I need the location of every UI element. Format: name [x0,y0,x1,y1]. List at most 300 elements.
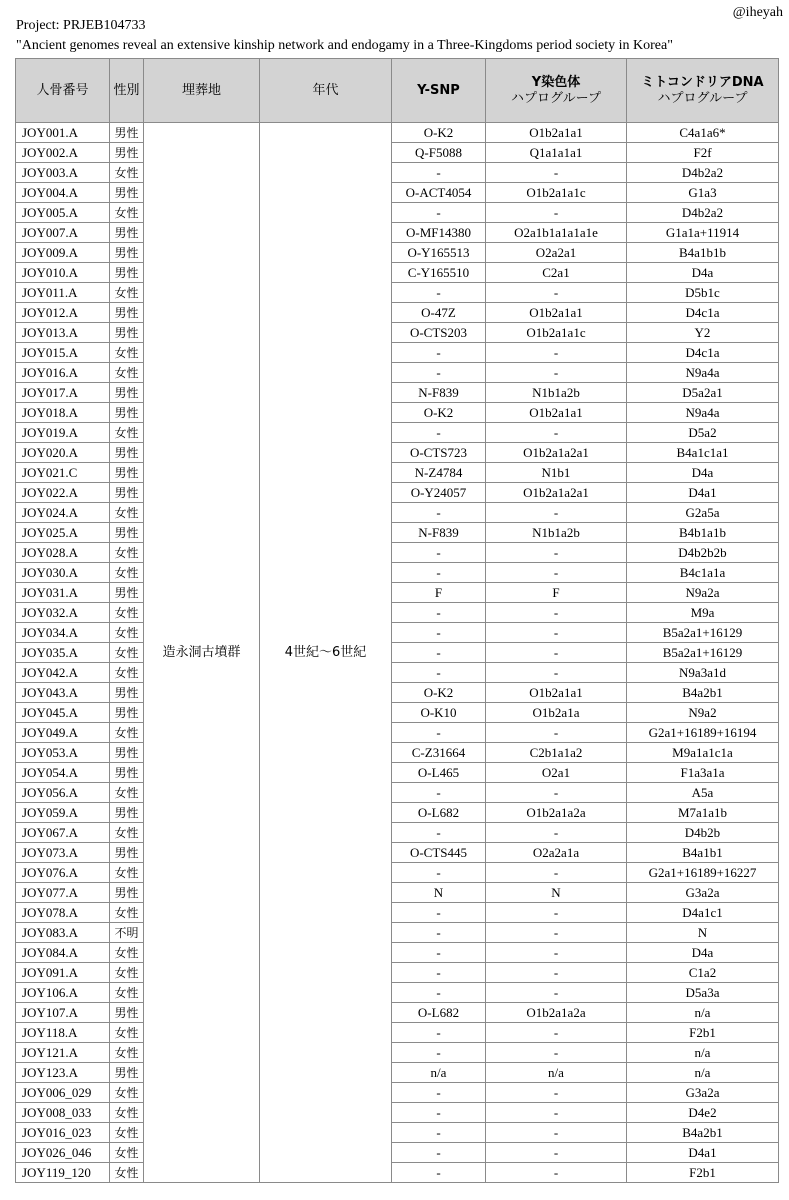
cell-y-haplogroup: - [486,723,627,743]
cell-specimen-id: JOY025.A [16,523,110,543]
cell-mt-haplogroup: N9a3a1d [627,663,779,683]
cell-sex: 女性 [110,563,144,583]
cell-y-haplogroup: O1b2a1a1 [486,303,627,323]
cell-specimen-id: JOY005.A [16,203,110,223]
cell-y-snp: N-Z4784 [392,463,486,483]
cell-y-snp: - [392,1083,486,1103]
cell-burial-site: 造永洞古墳群 [144,123,260,1183]
cell-specimen-id: JOY016.A [16,363,110,383]
cell-sex: 女性 [110,423,144,443]
cell-y-snp: C-Y165510 [392,263,486,283]
table-row [16,703,779,723]
table-row [16,1043,779,1063]
cell-specimen-id: JOY053.A [16,743,110,763]
cell-specimen-id: JOY010.A [16,263,110,283]
cell-mt-haplogroup: D4a [627,463,779,483]
cell-mt-haplogroup: Y2 [627,323,779,343]
cell-specimen-id: JOY009.A [16,243,110,263]
cell-specimen-id: JOY118.A [16,1023,110,1043]
cell-y-haplogroup: O1b2a1a1c [486,323,627,343]
cell-y-haplogroup: - [486,423,627,443]
table-row [16,843,779,863]
cell-mt-haplogroup: n/a [627,1043,779,1063]
cell-y-haplogroup: O1b2a1a1 [486,683,627,703]
cell-mt-haplogroup: B4a2b1 [627,1123,779,1143]
table-row [16,203,779,223]
cell-sex: 男性 [110,743,144,763]
table-body [16,123,779,1183]
cell-y-snp: O-L465 [392,763,486,783]
cell-mt-haplogroup: D4a [627,263,779,283]
table-row [16,143,779,163]
cell-sex: 女性 [110,1143,144,1163]
cell-sex: 男性 [110,223,144,243]
cell-y-haplogroup: - [486,823,627,843]
cell-specimen-id: JOY024.A [16,503,110,523]
cell-y-haplogroup: N1b1 [486,463,627,483]
cell-y-haplogroup: - [486,1143,627,1163]
table-row [16,183,779,203]
cell-specimen-id: JOY030.A [16,563,110,583]
header-sex: 性別 [110,59,144,123]
table-row [16,943,779,963]
cell-mt-haplogroup: N9a4a [627,363,779,383]
cell-sex: 男性 [110,1003,144,1023]
cell-y-snp: - [392,203,486,223]
table-row [16,863,779,883]
cell-sex: 男性 [110,123,144,143]
cell-specimen-id: JOY006_029 [16,1083,110,1103]
cell-sex: 女性 [110,543,144,563]
paper-title: "Ancient genomes reveal an extensive kinship network and endogamy in a Three-Kingdoms period society in Korea" [16,38,673,53]
table-row [16,223,779,243]
cell-mt-haplogroup: G2a1+16189+16194 [627,723,779,743]
cell-sex: 女性 [110,603,144,623]
cell-specimen-id: JOY017.A [16,383,110,403]
cell-mt-haplogroup: D5a3a [627,983,779,1003]
cell-y-snp: N-F839 [392,523,486,543]
cell-y-snp: n/a [392,1063,486,1083]
table-row [16,1143,779,1163]
cell-sex: 女性 [110,723,144,743]
cell-specimen-id: JOY001.A [16,123,110,143]
cell-mt-haplogroup: B4a2b1 [627,683,779,703]
cell-y-haplogroup: O1b2a1a1c [486,183,627,203]
cell-y-snp: O-K2 [392,403,486,423]
cell-mt-haplogroup: D4a1 [627,1143,779,1163]
cell-specimen-id: JOY091.A [16,963,110,983]
cell-mt-haplogroup: D5a2 [627,423,779,443]
cell-y-haplogroup: - [486,943,627,963]
cell-y-snp: F [392,583,486,603]
cell-mt-haplogroup: D4a1c1 [627,903,779,923]
cell-mt-haplogroup: G2a1+16189+16227 [627,863,779,883]
cell-specimen-id: JOY003.A [16,163,110,183]
cell-mt-haplogroup: N9a4a [627,403,779,423]
table-row [16,363,779,383]
cell-y-snp: O-CTS203 [392,323,486,343]
cell-y-haplogroup: - [486,1163,627,1183]
cell-specimen-id: JOY034.A [16,623,110,643]
cell-specimen-id: JOY026_046 [16,1143,110,1163]
cell-y-snp: - [392,1043,486,1063]
cell-mt-haplogroup: n/a [627,1003,779,1023]
cell-mt-haplogroup: n/a [627,1063,779,1083]
cell-sex: 男性 [110,1063,144,1083]
table-row [16,503,779,523]
cell-y-snp: - [392,343,486,363]
cell-sex: 女性 [110,983,144,1003]
cell-specimen-id: JOY073.A [16,843,110,863]
table-row [16,823,779,843]
cell-sex: 女性 [110,1043,144,1063]
cell-y-snp: - [392,503,486,523]
table-row [16,723,779,743]
cell-y-snp: C-Z31664 [392,743,486,763]
cell-y-haplogroup: - [486,543,627,563]
cell-mt-haplogroup: F2b1 [627,1163,779,1183]
cell-y-snp: O-K10 [392,703,486,723]
cell-y-haplogroup: - [486,663,627,683]
cell-sex: 男性 [110,143,144,163]
cell-sex: 女性 [110,823,144,843]
cell-y-haplogroup: - [486,963,627,983]
cell-specimen-id: JOY119_120 [16,1163,110,1183]
header-mt-haplogroup-line2: ハプログループ [657,90,748,106]
header-y-haplogroup-line2: ハプログループ [511,90,601,106]
cell-specimen-id: JOY045.A [16,703,110,723]
cell-y-haplogroup: - [486,163,627,183]
header-ysnp: Y-SNP [392,59,486,123]
cell-sex: 女性 [110,1023,144,1043]
table-row [16,1083,779,1103]
cell-mt-haplogroup: A5a [627,783,779,803]
cell-mt-haplogroup: D4b2a2 [627,163,779,183]
cell-sex: 男性 [110,803,144,823]
cell-sex: 男性 [110,443,144,463]
table-row [16,163,779,183]
project-id: Project: PRJEB104733 [16,18,146,33]
cell-y-haplogroup: - [486,643,627,663]
cell-era: 4世紀〜6世紀 [260,123,392,1183]
cell-sex: 女性 [110,1123,144,1143]
cell-y-haplogroup: O1b2a1a [486,703,627,723]
cell-y-haplogroup: O2a2a1 [486,243,627,263]
cell-sex: 男性 [110,523,144,543]
cell-sex: 女性 [110,1103,144,1123]
cell-y-haplogroup: - [486,1023,627,1043]
cell-specimen-id: JOY002.A [16,143,110,163]
cell-y-haplogroup: - [486,283,627,303]
cell-specimen-id: JOY049.A [16,723,110,743]
cell-y-snp: - [392,723,486,743]
cell-specimen-id: JOY107.A [16,1003,110,1023]
cell-mt-haplogroup: D4a1 [627,483,779,503]
cell-y-haplogroup: O1b2a1a1 [486,403,627,423]
cell-sex: 女性 [110,343,144,363]
cell-specimen-id: JOY043.A [16,683,110,703]
table-row [16,923,779,943]
cell-sex: 女性 [110,283,144,303]
table-row [16,463,779,483]
cell-sex: 不明 [110,923,144,943]
cell-y-snp: N [392,883,486,903]
cell-sex: 男性 [110,843,144,863]
cell-mt-haplogroup: B4a1c1a1 [627,443,779,463]
cell-sex: 女性 [110,663,144,683]
cell-sex: 男性 [110,243,144,263]
cell-mt-haplogroup: D4c1a [627,303,779,323]
cell-specimen-id: JOY018.A [16,403,110,423]
cell-y-snp: - [392,603,486,623]
table-row [16,683,779,703]
table-row [16,1003,779,1023]
cell-y-haplogroup: - [486,623,627,643]
table-row [16,543,779,563]
cell-mt-haplogroup: F2f [627,143,779,163]
cell-specimen-id: JOY067.A [16,823,110,843]
cell-sex: 男性 [110,583,144,603]
cell-specimen-id: JOY022.A [16,483,110,503]
cell-y-snp: O-CTS723 [392,443,486,463]
cell-mt-haplogroup: F2b1 [627,1023,779,1043]
cell-mt-haplogroup: F1a3a1a [627,763,779,783]
cell-specimen-id: JOY083.A [16,923,110,943]
cell-sex: 男性 [110,383,144,403]
table-row [16,643,779,663]
table-row [16,1063,779,1083]
cell-sex: 女性 [110,643,144,663]
cell-sex: 男性 [110,683,144,703]
cell-y-snp: O-L682 [392,1003,486,1023]
header-y-haplogroup [486,59,627,123]
cell-sex: 女性 [110,203,144,223]
cell-mt-haplogroup: M9a [627,603,779,623]
cell-mt-haplogroup: N [627,923,779,943]
cell-mt-haplogroup: N9a2 [627,703,779,723]
cell-y-snp: - [392,1163,486,1183]
table-row [16,343,779,363]
cell-y-haplogroup: - [486,563,627,583]
cell-sex: 女性 [110,783,144,803]
cell-specimen-id: JOY035.A [16,643,110,663]
cell-y-haplogroup: - [486,503,627,523]
cell-mt-haplogroup: C1a2 [627,963,779,983]
cell-specimen-id: JOY019.A [16,423,110,443]
cell-y-snp: - [392,543,486,563]
cell-y-haplogroup: - [486,1123,627,1143]
cell-y-haplogroup: - [486,863,627,883]
cell-y-haplogroup: O2a2a1a [486,843,627,863]
header-mt-haplogroup-line1: ミトコンドリアDNA [641,74,764,90]
cell-mt-haplogroup: B5a2a1+16129 [627,623,779,643]
cell-y-haplogroup: N1b1a2b [486,523,627,543]
header-id: 人骨番号 [16,59,110,123]
table-header [16,59,779,123]
cell-sex: 男性 [110,403,144,423]
cell-y-haplogroup: F [486,583,627,603]
cell-y-haplogroup: O1b2a1a1 [486,123,627,143]
cell-y-snp: O-ACT4054 [392,183,486,203]
cell-y-haplogroup: O1b2a1a2a1 [486,483,627,503]
cell-mt-haplogroup: N9a2a [627,583,779,603]
cell-y-haplogroup: N [486,883,627,903]
cell-sex: 女性 [110,863,144,883]
table-row [16,623,779,643]
cell-y-snp: O-Y165513 [392,243,486,263]
cell-sex: 女性 [110,363,144,383]
cell-sex: 男性 [110,463,144,483]
cell-y-snp: O-K2 [392,683,486,703]
cell-mt-haplogroup: D4e2 [627,1103,779,1123]
cell-specimen-id: JOY121.A [16,1043,110,1063]
cell-sex: 女性 [110,503,144,523]
table-row [16,883,779,903]
cell-mt-haplogroup: D4b2a2 [627,203,779,223]
cell-y-haplogroup: O1b2a1a2a [486,803,627,823]
cell-y-snp: - [392,423,486,443]
cell-y-snp: - [392,663,486,683]
table-row [16,563,779,583]
cell-y-haplogroup: - [486,923,627,943]
cell-sex: 男性 [110,703,144,723]
cell-y-snp: - [392,283,486,303]
cell-specimen-id: JOY123.A [16,1063,110,1083]
cell-y-haplogroup: - [486,783,627,803]
cell-specimen-id: JOY021.C [16,463,110,483]
table-row [16,263,779,283]
cell-sex: 男性 [110,323,144,343]
cell-y-haplogroup: O2a1 [486,763,627,783]
cell-mt-haplogroup: D5b1c [627,283,779,303]
cell-specimen-id: JOY076.A [16,863,110,883]
cell-specimen-id: JOY031.A [16,583,110,603]
cell-mt-haplogroup: B5a2a1+16129 [627,643,779,663]
cell-specimen-id: JOY020.A [16,443,110,463]
table-row [16,123,779,143]
table-row [16,283,779,303]
table-row [16,1023,779,1043]
cell-mt-haplogroup: D4b2b2b [627,543,779,563]
table-row [16,803,779,823]
cell-mt-haplogroup: B4c1a1a [627,563,779,583]
cell-y-snp: - [392,363,486,383]
cell-specimen-id: JOY084.A [16,943,110,963]
cell-y-snp: - [392,1023,486,1043]
table-row [16,1103,779,1123]
cell-y-snp: - [392,563,486,583]
cell-mt-haplogroup: C4a1a6* [627,123,779,143]
cell-y-snp: - [392,783,486,803]
table-row [16,783,779,803]
cell-sex: 男性 [110,183,144,203]
cell-y-snp: - [392,1103,486,1123]
cell-sex: 女性 [110,943,144,963]
cell-mt-haplogroup: G2a5a [627,503,779,523]
cell-mt-haplogroup: B4a1b1 [627,843,779,863]
table-row [16,523,779,543]
cell-mt-haplogroup: G1a1a+11914 [627,223,779,243]
cell-y-snp: - [392,943,486,963]
table-row [16,763,779,783]
cell-y-haplogroup: C2a1 [486,263,627,283]
cell-specimen-id: JOY056.A [16,783,110,803]
cell-mt-haplogroup: M7a1a1b [627,803,779,823]
cell-y-haplogroup: O2a1b1a1a1a1e [486,223,627,243]
cell-y-haplogroup: - [486,603,627,623]
header-era: 年代 [260,59,392,123]
cell-y-snp: N-F839 [392,383,486,403]
cell-y-snp: O-47Z [392,303,486,323]
cell-specimen-id: JOY004.A [16,183,110,203]
cell-specimen-id: JOY008_033 [16,1103,110,1123]
cell-y-haplogroup: - [486,203,627,223]
table-row [16,663,779,683]
table-row [16,383,779,403]
cell-mt-haplogroup: G3a2a [627,1083,779,1103]
cell-specimen-id: JOY013.A [16,323,110,343]
cell-mt-haplogroup: D4a [627,943,779,963]
cell-sex: 女性 [110,1083,144,1103]
cell-specimen-id: JOY028.A [16,543,110,563]
cell-sex: 男性 [110,883,144,903]
cell-y-snp: O-L682 [392,803,486,823]
table-row [16,483,779,503]
cell-mt-haplogroup: D4b2b [627,823,779,843]
cell-y-haplogroup: - [486,1083,627,1103]
table-row [16,303,779,323]
cell-y-snp: - [392,643,486,663]
cell-y-haplogroup: - [486,983,627,1003]
cell-y-snp: - [392,923,486,943]
header-y-haplogroup-line1: Y染色体 [531,74,581,90]
cell-specimen-id: JOY011.A [16,283,110,303]
cell-mt-haplogroup: B4b1a1b [627,523,779,543]
cell-specimen-id: JOY015.A [16,343,110,363]
cell-y-haplogroup: O1b2a1a2a [486,1003,627,1023]
cell-mt-haplogroup: D5a2a1 [627,383,779,403]
cell-y-snp: O-K2 [392,123,486,143]
cell-y-haplogroup: Q1a1a1a1 [486,143,627,163]
cell-sex: 男性 [110,263,144,283]
cell-specimen-id: JOY106.A [16,983,110,1003]
cell-y-haplogroup: - [486,1103,627,1123]
author-credit: @iheyah [732,5,783,20]
haplogroup-table [15,58,779,1183]
cell-specimen-id: JOY054.A [16,763,110,783]
table-row [16,903,779,923]
cell-sex: 女性 [110,903,144,923]
table-row [16,743,779,763]
cell-sex: 男性 [110,483,144,503]
cell-y-snp: - [392,963,486,983]
table-row [16,1123,779,1143]
cell-sex: 女性 [110,623,144,643]
cell-y-snp: O-MF14380 [392,223,486,243]
cell-y-snp: Q-F5088 [392,143,486,163]
table-row [16,403,779,423]
cell-y-haplogroup: - [486,1043,627,1063]
table-row [16,583,779,603]
cell-y-haplogroup: - [486,903,627,923]
cell-y-haplogroup: N1b1a2b [486,383,627,403]
table-row [16,603,779,623]
table-row [16,1163,779,1183]
table-row [16,323,779,343]
cell-y-snp: - [392,903,486,923]
cell-mt-haplogroup: G3a2a [627,883,779,903]
cell-mt-haplogroup: B4a1b1b [627,243,779,263]
